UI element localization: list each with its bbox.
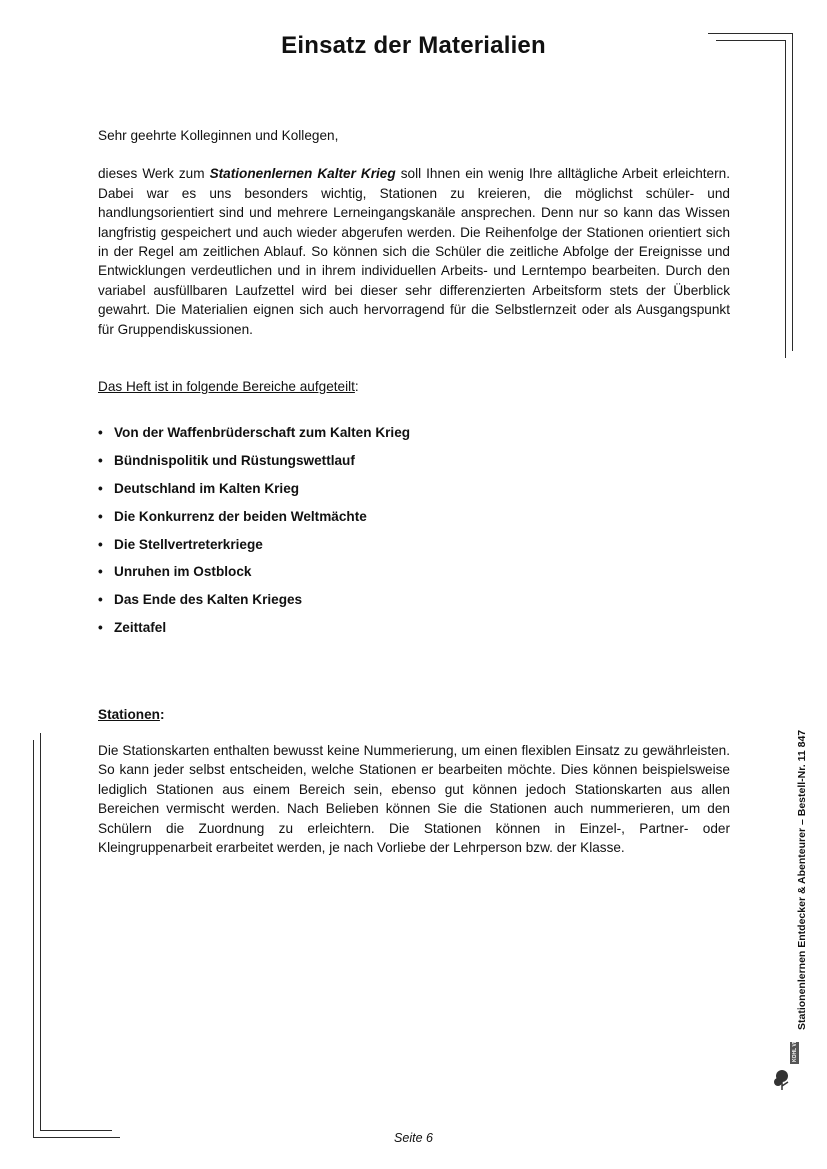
intro-emphasis: Stationenlernen Kalter Krieg xyxy=(209,166,396,182)
list-item-label: Das Ende des Kalten Krieges xyxy=(114,592,303,608)
page-title: Einsatz der Materialien xyxy=(281,32,546,59)
main-content xyxy=(98,126,730,646)
bullet: • xyxy=(98,564,103,580)
bullet: • xyxy=(98,536,103,552)
areas-heading-colon: : xyxy=(354,379,359,395)
publisher-sidebar-text: Stationenlernen Entdecker & Abenteurer – Bestell-Nr. 11 847 xyxy=(796,729,808,1030)
frame-right-vertical-inner xyxy=(785,40,786,358)
areas-heading xyxy=(98,377,730,396)
bullet: • xyxy=(98,620,103,636)
publisher-logo xyxy=(772,1040,802,1092)
bullet: • xyxy=(98,481,103,497)
list-item xyxy=(98,423,730,451)
list-item xyxy=(98,535,730,563)
list-item xyxy=(98,590,730,618)
list-item xyxy=(98,562,730,590)
list-item-label: Unruhen im Ostblock xyxy=(114,564,252,580)
list-item xyxy=(98,507,730,535)
list-item-label: Von der Waffenbrüderschaft zum Kalten Krieg xyxy=(114,425,411,441)
stations-heading-text: Stationen xyxy=(98,707,160,722)
page-number: Seite 6 xyxy=(394,1131,433,1145)
bullet: • xyxy=(98,508,103,524)
intro-paragraph xyxy=(98,164,730,339)
list-item xyxy=(98,451,730,479)
frame-left-vertical-inner xyxy=(40,733,41,1131)
list-item-label: Die Stellvertreterkriege xyxy=(114,536,263,552)
logo-text: KOHL VERLAG xyxy=(792,1040,798,1062)
bullet: • xyxy=(98,425,103,441)
areas-heading-text: Das Heft ist in folgende Bereiche aufgeteilt xyxy=(98,379,355,395)
list-item-label: Die Konkurrenz der beiden Weltmächte xyxy=(114,508,367,524)
stations-heading-colon: : xyxy=(159,707,165,722)
list-item-label: Bündnispolitik und Rüstungswettlauf xyxy=(114,453,355,469)
stations-paragraph: Die Stationskarten enthalten bewusst keine Nummerierung, um einen flexiblen Einsatz zu gewährleisten. So kann jeder selbst entscheiden, welche Stationen er bearbeiten möchte. Dies können beispielsweise lediglich Stationen aus einem Bereich sein, ebenso gut können jedoch Stationskarten aus allen Bereichen vermischt werden. Nach Belieben können Sie die Stationen auch nummerieren, um den Schülern die Zuordnung zu erleichtern. Die Stationen können in Einzel-, Partner- oder Kleingruppenarbeit erarbeitet werden, je nach Vorliebe der Lehrperson bzw. der Klasse. xyxy=(98,743,730,856)
intro-text-pre: dieses Werk zum xyxy=(98,166,210,182)
frame-right-vertical xyxy=(792,33,793,351)
tree-logo-icon xyxy=(772,1040,802,1092)
frame-left-vertical xyxy=(33,740,34,1138)
stations-heading xyxy=(98,705,164,724)
areas-list xyxy=(98,423,730,645)
bullet: • xyxy=(98,453,103,469)
greeting: Sehr geehrte Kolleginnen und Kollegen, xyxy=(98,128,339,143)
list-item-label: Deutschland im Kalten Krieg xyxy=(114,481,300,497)
intro-text-post: soll Ihnen ein wenig Ihre alltägliche Arbeit erleichtern. Dabei war es uns besonders wichtig, Stationen zu kreieren, die möglichst schüler- und handlungsorientiert sind und mehrere Lerneingangskanäle ansprechen. Denn nur so kann das Wissen langfristig gespeichert und auch wieder abgerufen werden. Die Reihenfolge der Stationen orientiert sich in der Regel am zeitlichen Ablauf. So können sich die Schüler die zeitliche Abfolge der Ereignisse und Entwicklungen verdeutlichen und in ihrem individuellen Arbeits- und Lerntempo bearbeiten. Durch den variabel ausfüllbaren Laufzettel wird bei dieser sehr differenzierten Arbeitsform stets der Überblick gewahrt. Die Materialien eignen sich auch hervorragend für die Selbstlernzeit oder als Ausgangspunkt für Gruppendiskussionen. xyxy=(98,166,730,337)
list-item-label: Zeittafel xyxy=(114,620,167,636)
list-item xyxy=(98,618,730,646)
bullet: • xyxy=(98,592,103,608)
list-item xyxy=(98,479,730,507)
